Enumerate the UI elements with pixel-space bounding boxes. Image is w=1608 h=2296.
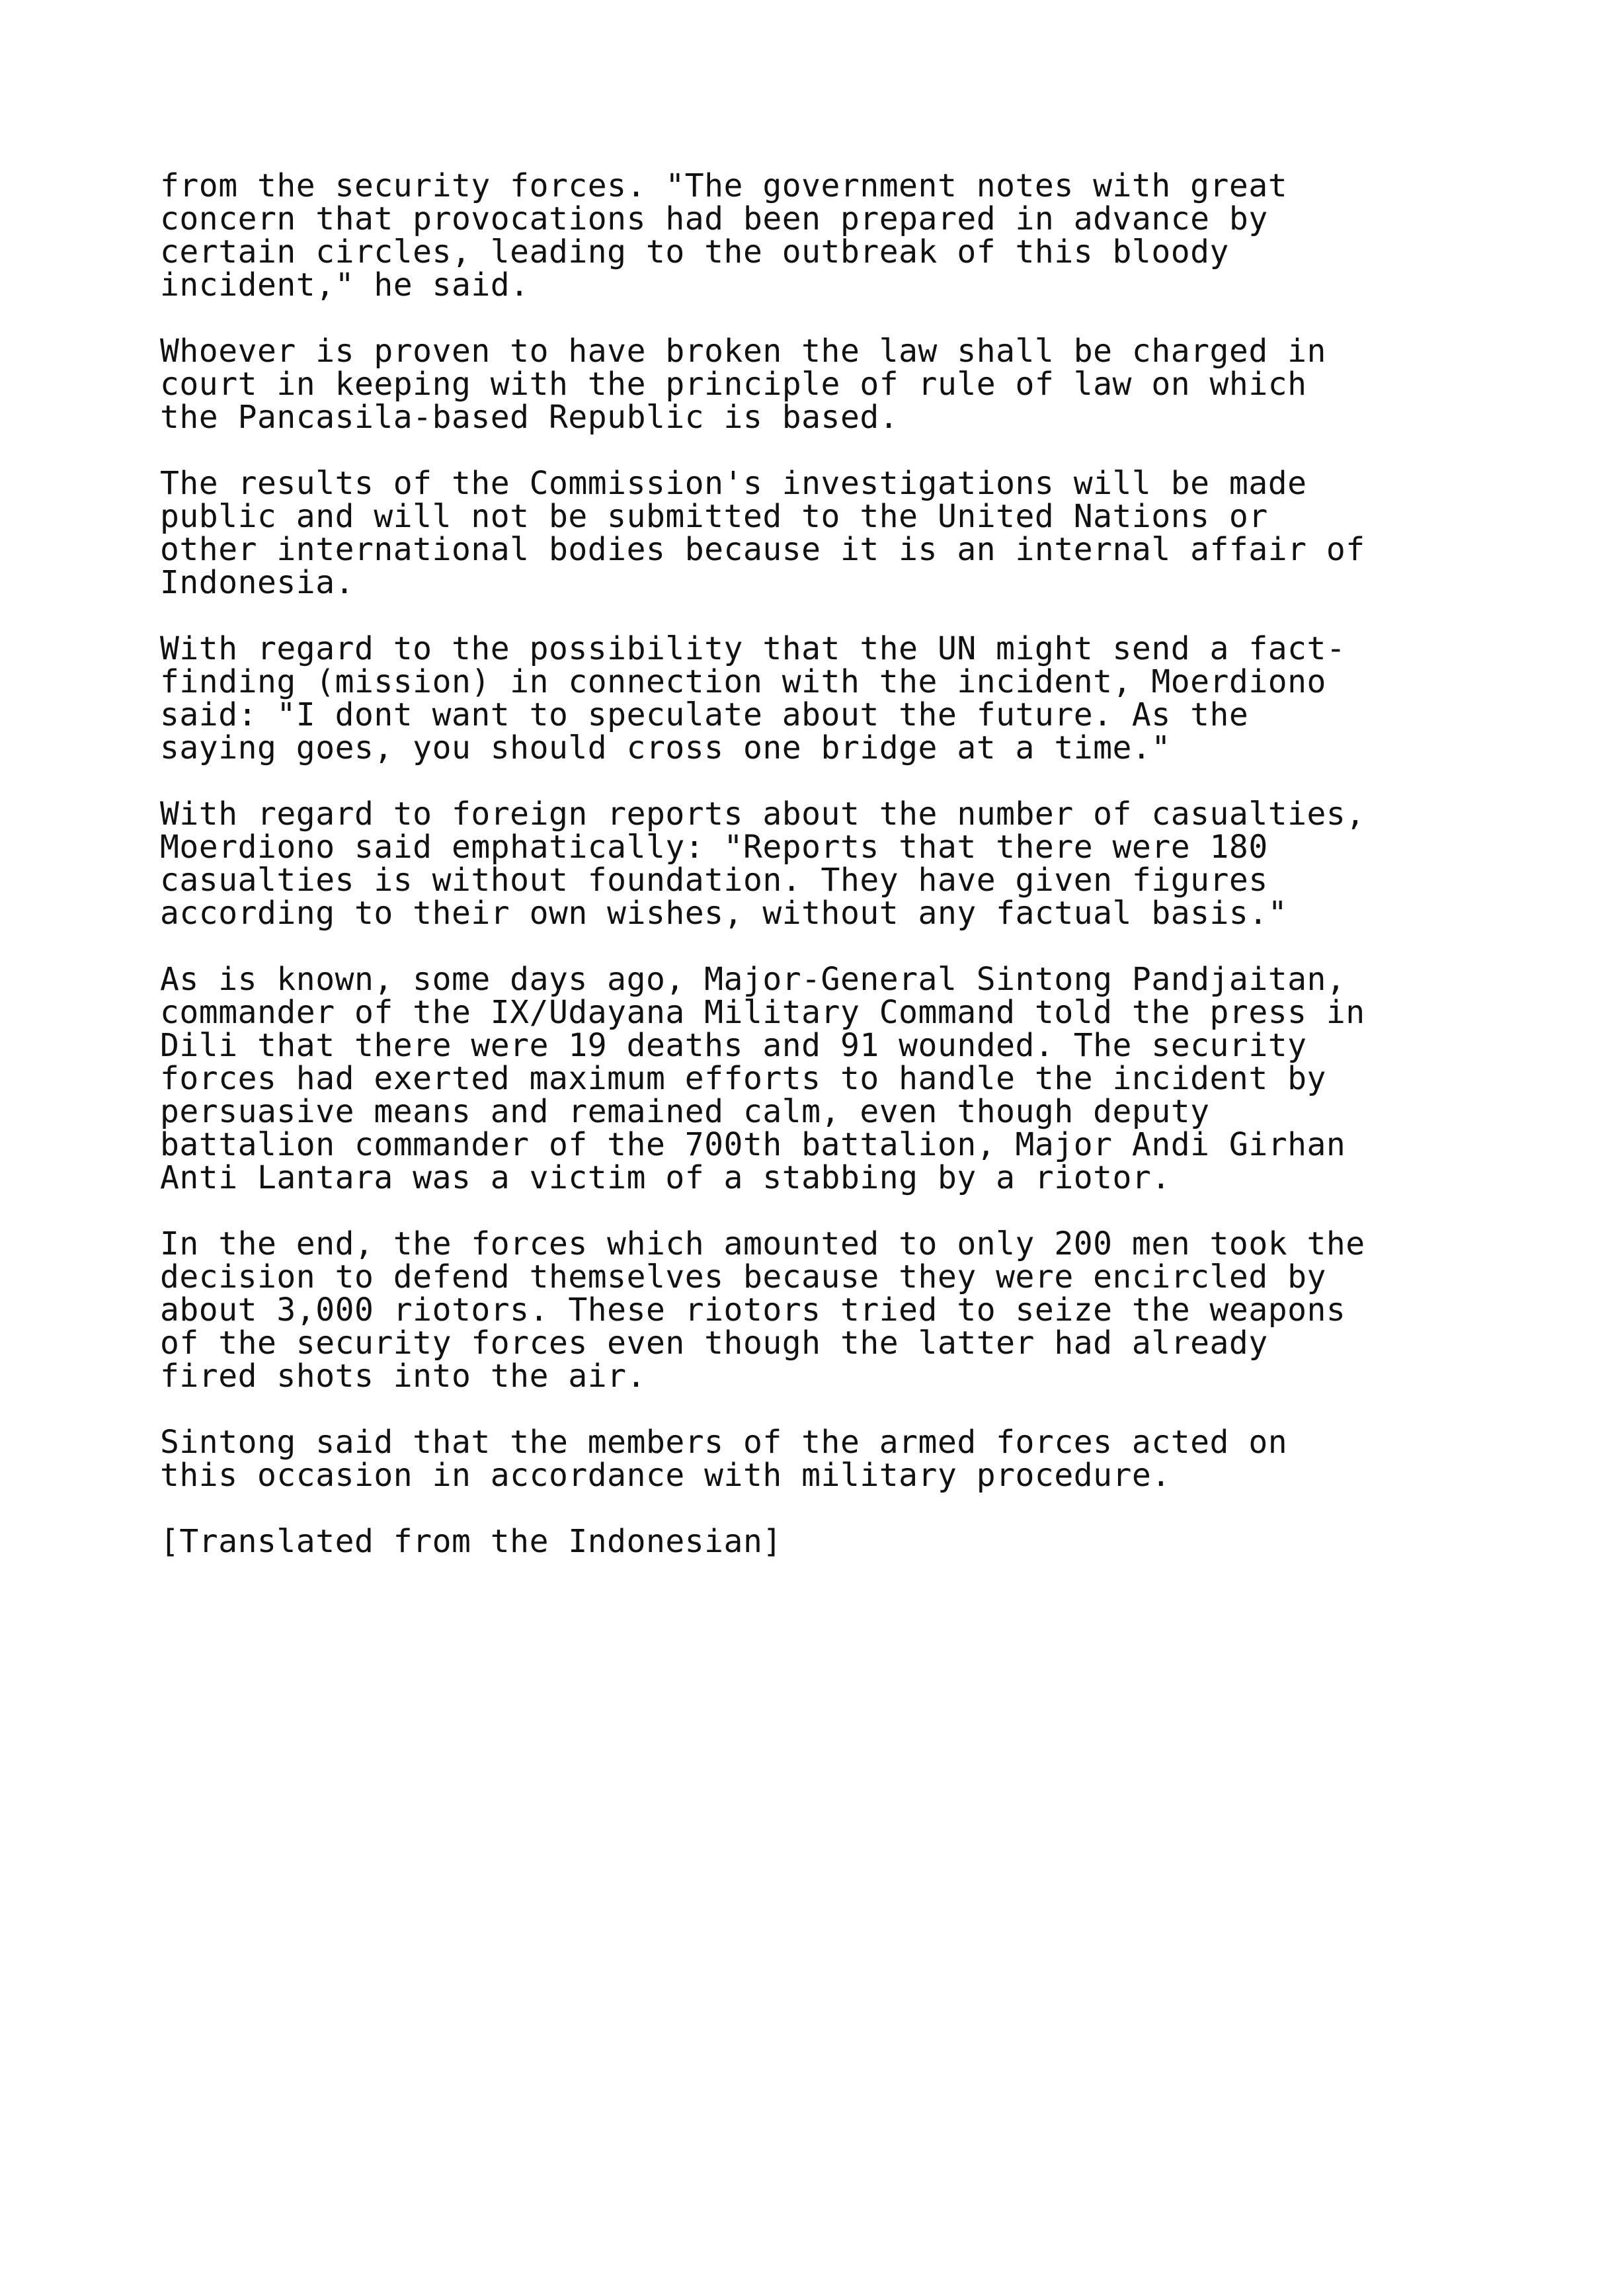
paragraph-2 [160, 335, 1416, 434]
text-line: With regard to foreign reports about the number of casualties, [160, 796, 1365, 833]
text-line: Whoever is proven to have broken the law shall be charged in [160, 333, 1326, 370]
text-line: said: "I dont want to speculate about the future. As the [160, 696, 1249, 733]
text-line: public and will not be submitted to the United Nations or [160, 498, 1268, 535]
text-line: Sintong said that the members of the armed forces acted on [160, 1424, 1288, 1461]
paragraph-7 [160, 1227, 1416, 1393]
text-line: Dili that there were 19 deaths and 91 wounded. The security [160, 1027, 1307, 1064]
text-line: according to their own wishes, without any factual basis." [160, 895, 1288, 932]
text-line: battalion commander of the 700th battalion, Major Andi Girhan [160, 1126, 1346, 1163]
text-line: other international bodies because it is an internal affair of [160, 531, 1365, 568]
text-line: fired shots into the air. [160, 1358, 646, 1395]
text-line: the Pancasila-based Republic is based. [160, 399, 899, 436]
text-line: of the security forces even though the latter had already [160, 1325, 1268, 1362]
paragraph-5 [160, 798, 1416, 930]
text-line: Indonesia. [160, 564, 354, 601]
text-line: [Translated from the Indonesian] [160, 1523, 782, 1560]
paragraph-4 [160, 632, 1416, 764]
text-line: this occasion in accordance with military procedure. [160, 1457, 1171, 1494]
text-line: persuasive means and remained calm, even though deputy [160, 1093, 1210, 1130]
text-line: about 3,000 riotors. These riotors tried to seize the weapons [160, 1292, 1346, 1329]
text-line: from the security forces. "The government notes with great [160, 167, 1288, 204]
text-line: Moerdiono said emphatically: "Reports that there were 180 [160, 829, 1268, 866]
document-body [160, 169, 1416, 1591]
text-line: finding (mission) in connection with the incident, Moerdiono [160, 663, 1326, 700]
text-line: incident," he said. [160, 266, 530, 304]
text-line: decision to defend themselves because they were encircled by [160, 1258, 1326, 1295]
text-line: commander of the IX/Udayana Military Command told the press in [160, 994, 1365, 1031]
text-line: The results of the Commission's investigations will be made [160, 465, 1307, 502]
translation-note [160, 1525, 1416, 1558]
text-line: certain circles, leading to the outbreak of this bloody [160, 233, 1229, 270]
text-line: With regard to the possibility that the UN might send a fact- [160, 630, 1346, 667]
paragraph-6 [160, 963, 1416, 1194]
paragraph-1 [160, 169, 1416, 302]
text-line: As is known, some days ago, Major-General Sintong Pandjaitan, [160, 961, 1346, 998]
text-line: Anti Lantara was a victim of a stabbing by a riotor. [160, 1159, 1171, 1196]
paragraph-8 [160, 1426, 1416, 1492]
text-line: forces had exerted maximum efforts to handle the incident by [160, 1060, 1326, 1097]
paragraph-3 [160, 467, 1416, 599]
text-line: concern that provocations had been prepared in advance by [160, 200, 1268, 237]
text-line: court in keeping with the principle of rule of law on which [160, 366, 1307, 403]
text-line: casualties is without foundation. They have given figures [160, 862, 1268, 899]
text-line: In the end, the forces which amounted to only 200 men took the [160, 1225, 1365, 1262]
text-line: saying goes, you should cross one bridge at a time." [160, 729, 1171, 766]
